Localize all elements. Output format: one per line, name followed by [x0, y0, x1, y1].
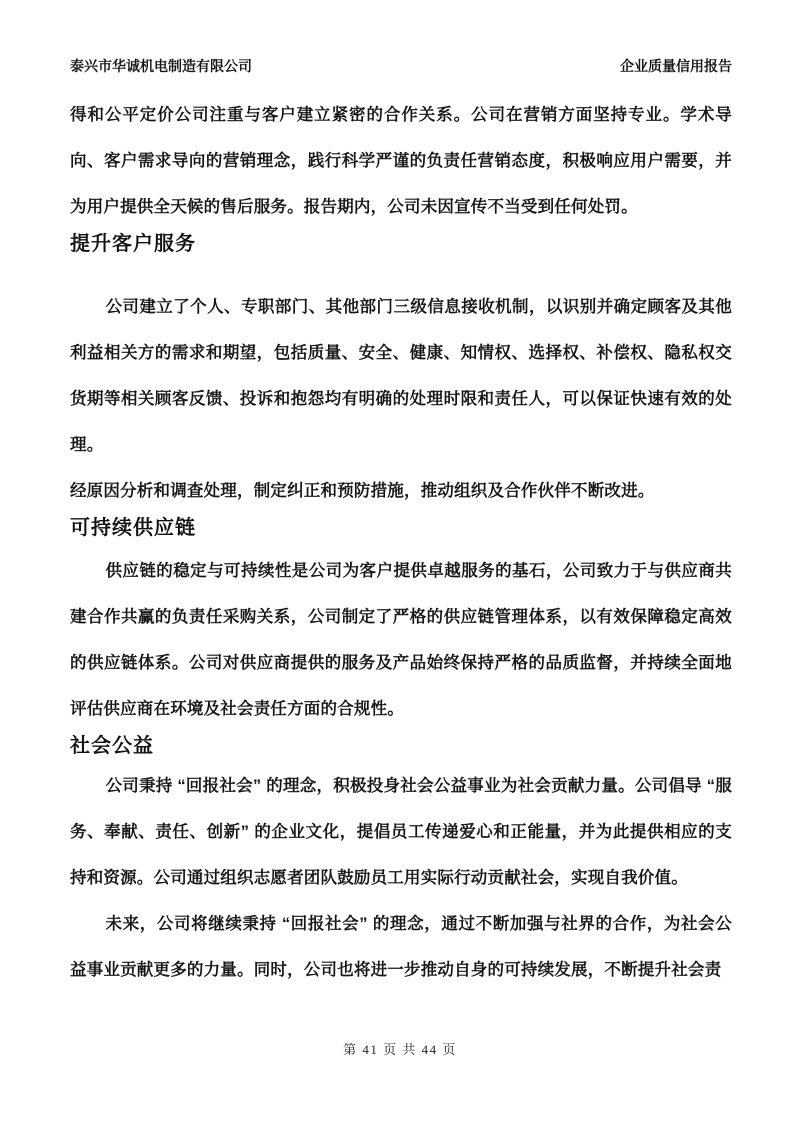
paragraph-marketing-continuation: 得和公平定价公司注重与客户建立紧密的合作关系。公司在营销方面坚持专业。学术导向、客户需求导向的营销理念，践行科学严谨的负责任营销态度，积极响应用户需要，并为用户提供全天候的售后服务。报告期内，公司未因宣传不当受到任何处罚。 [70, 106, 732, 216]
paragraph-social-welfare-1: 公司秉持 “回报社会” 的理念，积极投身社会公益事业为社会贡献力量。公司倡导 “服务、奉献、责任、创新” 的企业文化，提倡员工传递爱心和正能量，并为此提供相应的支持和资源。公司通过组织志愿者团队鼓励员工用实际行动贡献社会，实现自我价值。 [70, 777, 732, 887]
section-heading-customer-service: 提升客户服务 [70, 233, 196, 255]
section-heading-social-welfare: 社会公益 [70, 735, 154, 757]
document-body [70, 0, 732, 993]
paragraph-supply-chain: 供应链的稳定与可持续性是公司为客户提供卓越服务的基石，公司致力于与供应商共建合作共赢的负责任采购关系，公司制定了严格的供应链管理体系，以有效保障稳定高效的供应链体系。公司对供应商提供的服务及产品始终保持严格的品质监督，并持续全面地评估供应商在环境及社会责任方面的合规性。 [70, 562, 732, 718]
paragraph-customer-service-1: 公司建立了个人、专职部门、其他部门三级信息接收机制，以识别并确定顾客及其他利益相关方的需求和期望，包括质量、安全、健康、知情权、选择权、补偿权、隐私权交货期等相关顾客反馈、投诉和抱怨均有明确的处理时限和责任人，可以保证快速有效的处理。 [70, 298, 732, 454]
paragraph-customer-service-2: 经原因分析和调查处理，制定纠正和预防措施，推动组织及合作伙伴不断改进。 [70, 482, 655, 500]
header-report-title: 企业质量信用报告 [620, 58, 732, 74]
page-number: 第 41 页 共 44 页 [343, 1042, 457, 1057]
section-heading-sustainable-supply-chain: 可持续供应链 [70, 517, 196, 539]
page-footer [0, 1041, 800, 1059]
header-company-name: 泰兴市华诚机电制造有限公司 [70, 58, 252, 74]
paragraph-social-welfare-2: 未来，公司将继续秉持 “回报社会” 的理念，通过不断加强与社界的合作，为社会公益事业贡献更多的力量。同时，公司也将进一步推动自身的可持续发展，不断提升社会责 [70, 915, 732, 979]
